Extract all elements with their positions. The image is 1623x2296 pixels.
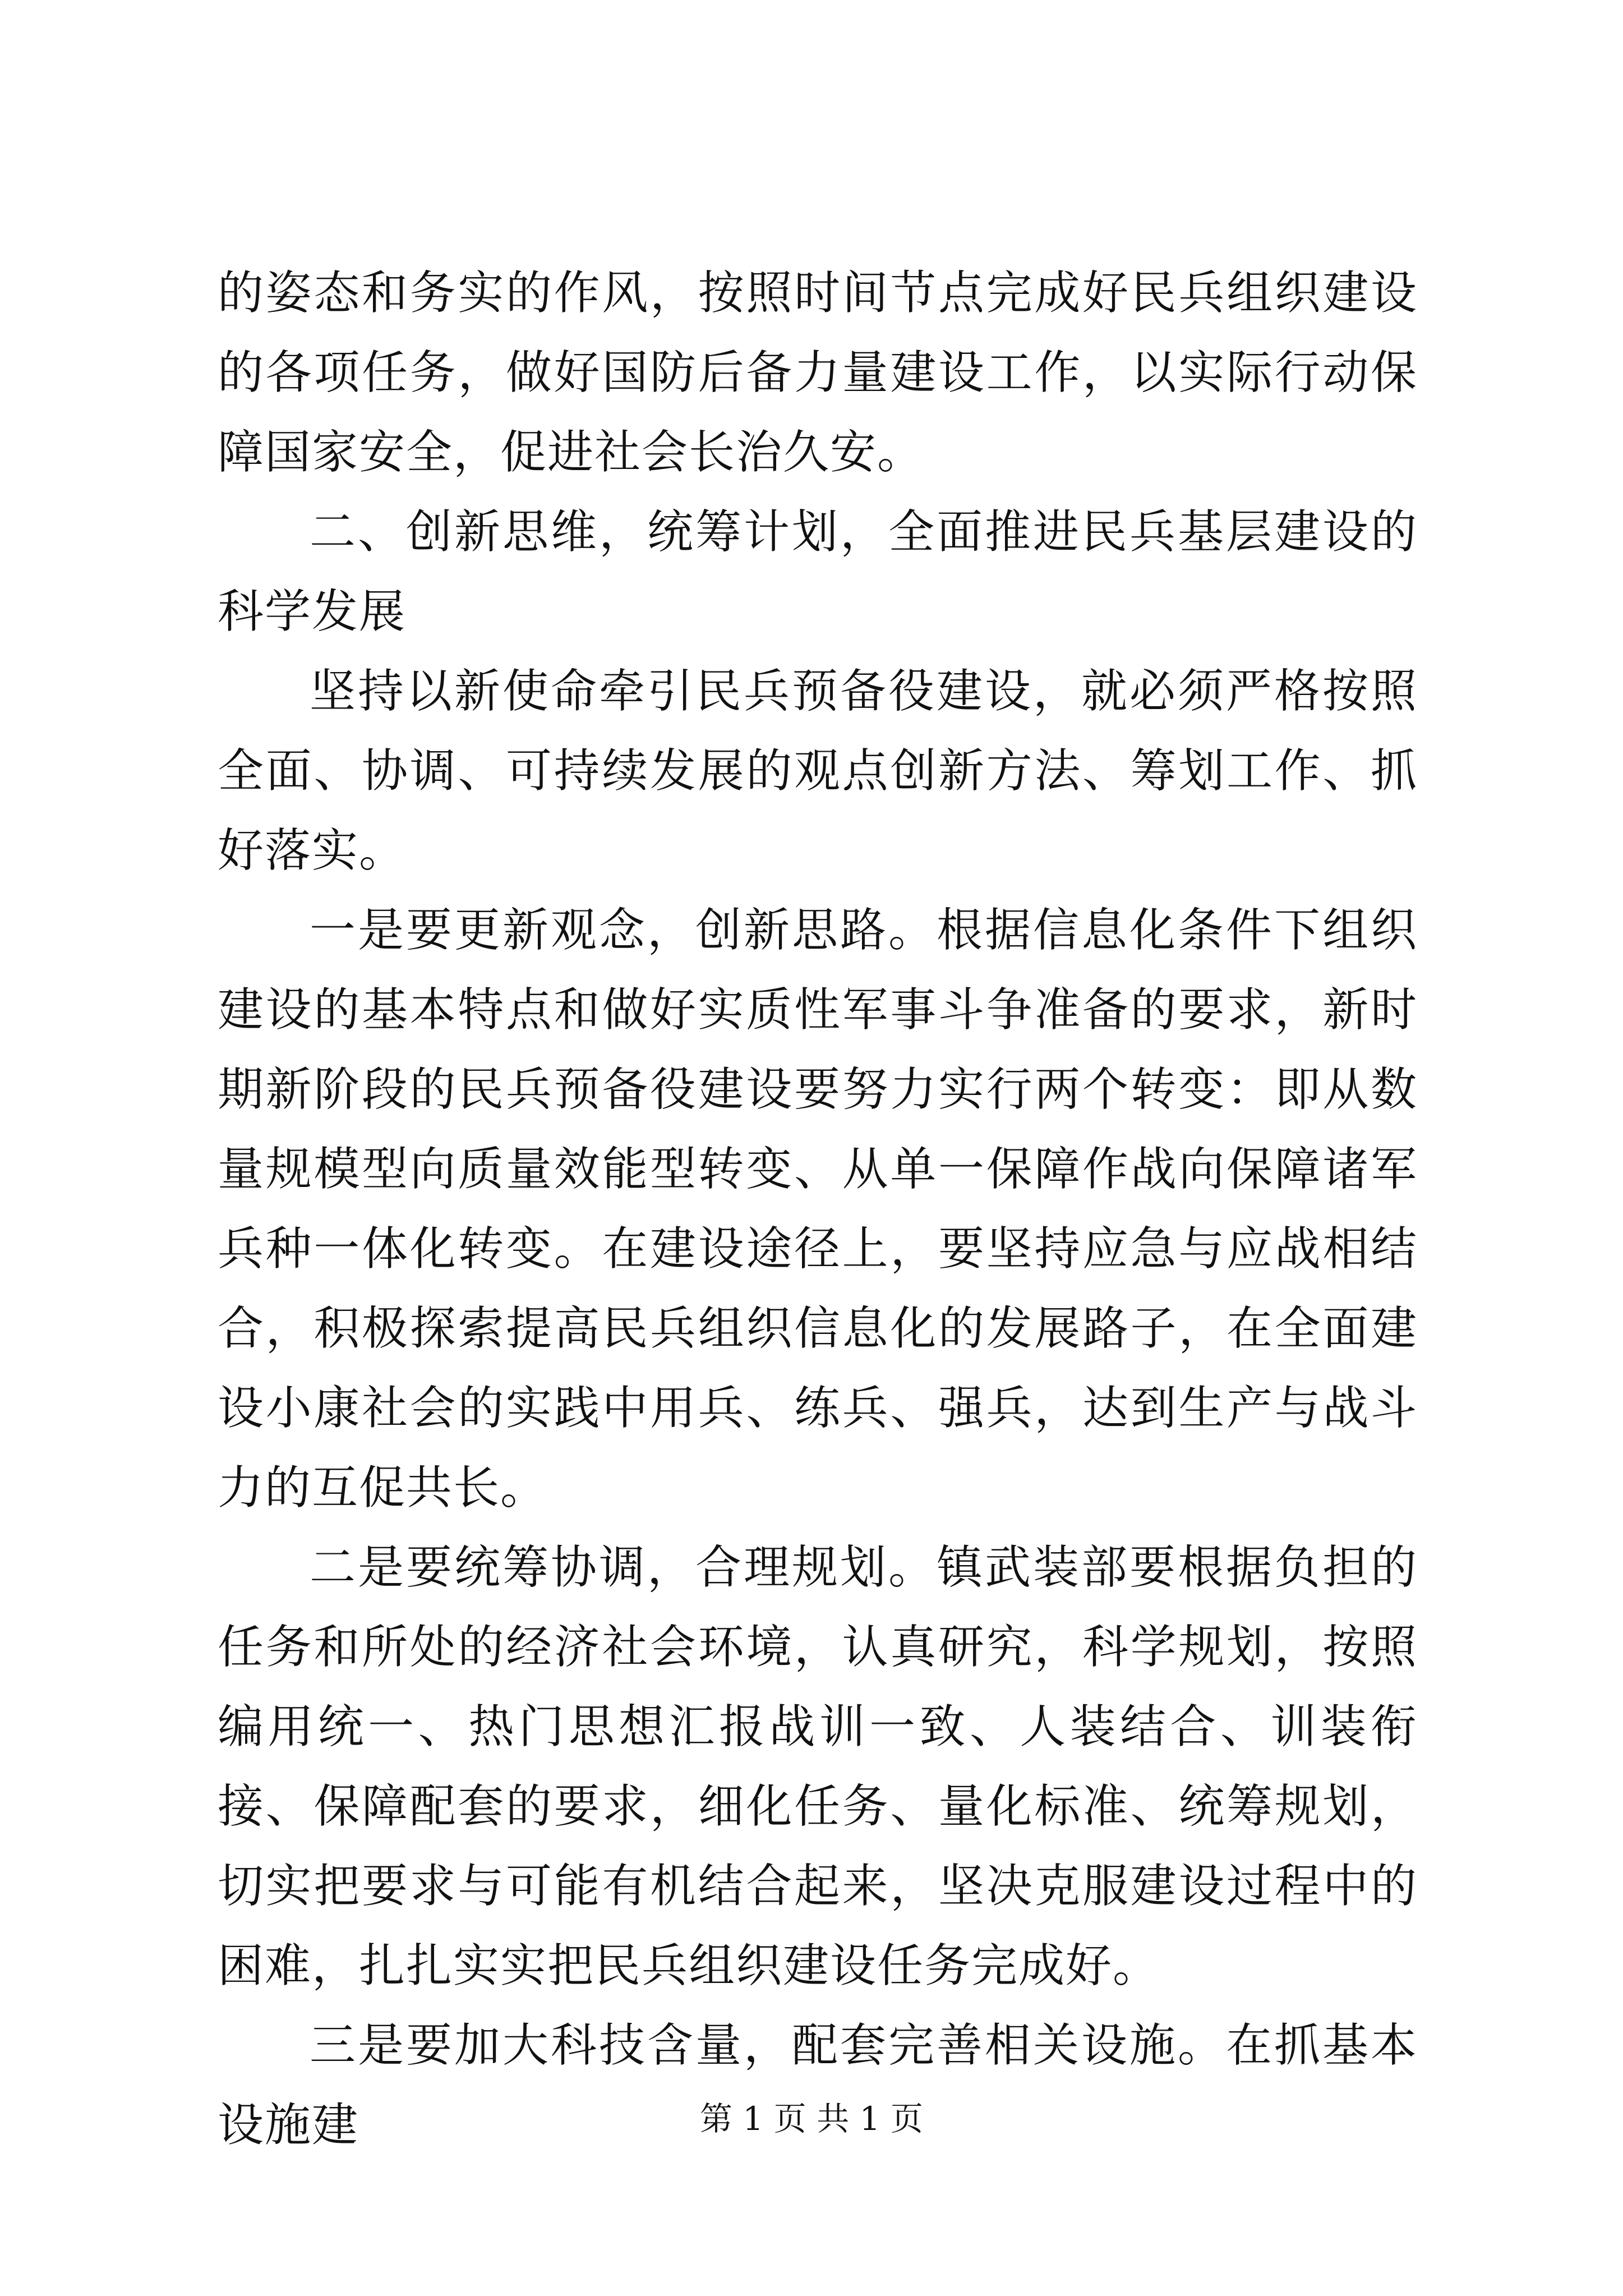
document-body: [218, 254, 1418, 2165]
paragraph: 一是要更新观念，创新思路。根据信息化条件下组织建设的基本特点和做好实质性军事斗争准备的要求，新时期新阶段的民兵预备役建设要努力实行两个转变：即从数量规模型向质量效能型转变、从单一保障作战向保障诸军兵种一体化转变。在建设途径上，要坚持应急与应战相结合，积极探索提高民兵组织信息化的发展路子，在全面建设小康社会的实践中用兵、练兵、强兵，达到生产与战斗力的互促共长。: [218, 904, 1418, 1515]
section-heading: 二、创新思维，统筹计划，全面推进民兵基层建设的科学发展: [218, 505, 1418, 638]
paragraph: 二是要统筹协调，合理规划。镇武装部要根据负担的任务和所处的经济社会环境，认真研究，科学规划，按照编用统一、热门思想汇报战训一致、人装结合、训装衔接、保障配套的要求，细化任务、量化标准、统筹规划，切实把要求与可能有机结合起来，坚决克服建设过程中的困难，扎扎实实把民兵组织建设任务完成好。: [218, 1541, 1418, 1993]
page-footer: 第 1 页 共 1 页: [700, 2100, 923, 2138]
paragraph-continuation: 的姿态和务实的作风，按照时间节点完成好民兵组织建设的各项任务，做好国防后备力量建设工作，以实际行动保障国家安全，促进社会长治久安。: [218, 266, 1418, 479]
paragraph: 三是要加大科技含量，配套完善相关设施。在抓基本设施建: [218, 2019, 1418, 2152]
paragraph: 坚持以新使命牵引民兵预备役建设，就必须严格按照全面、协调、可持续发展的观点创新方法、筹划工作、抓好落实。: [218, 665, 1418, 877]
